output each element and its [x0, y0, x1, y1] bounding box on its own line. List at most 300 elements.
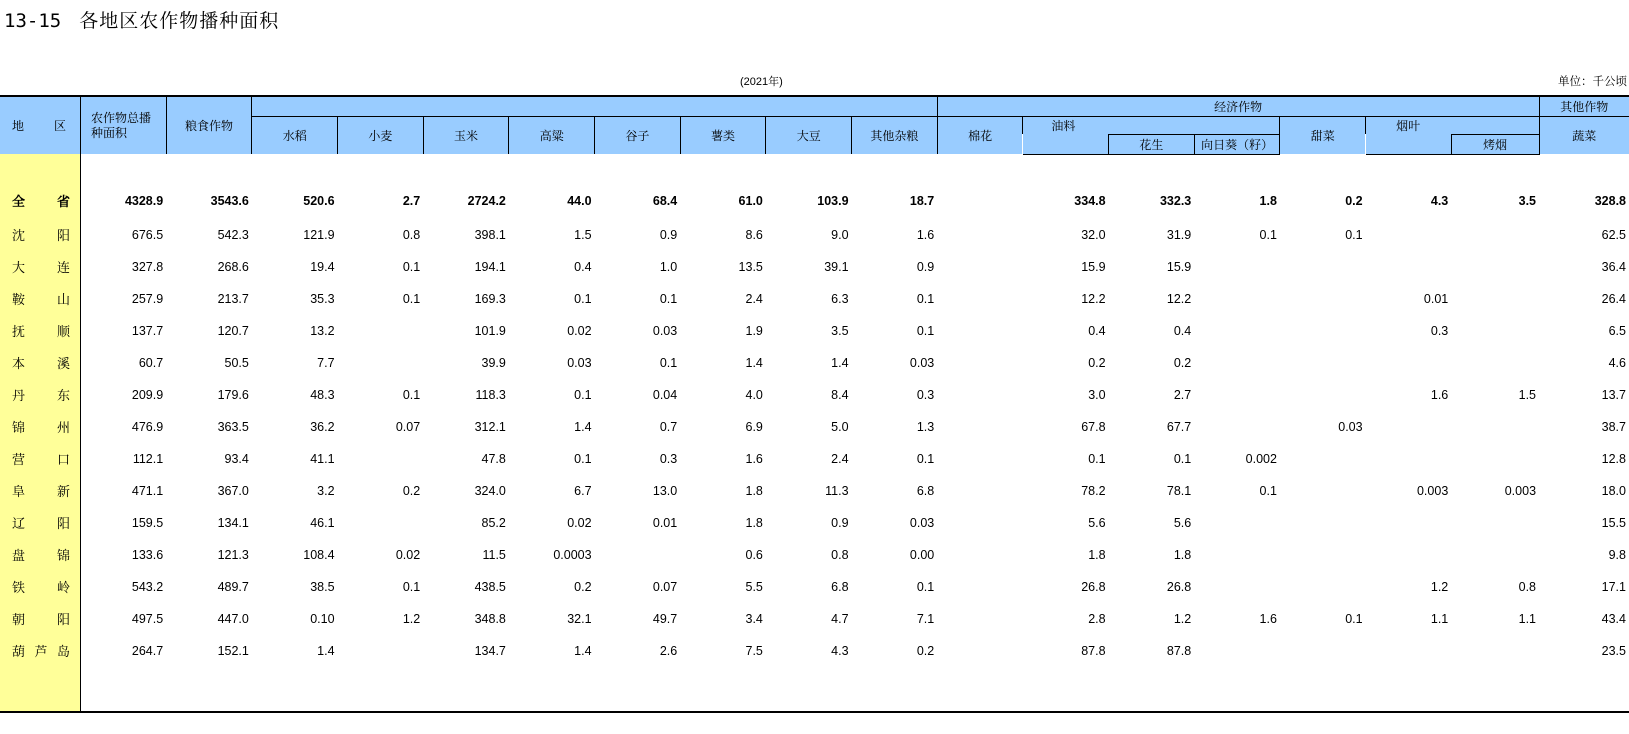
header-grain-spacer [252, 96, 937, 116]
value-cell: 7.1 [916, 611, 935, 626]
value-cell [1366, 219, 1452, 251]
value-cell [937, 315, 1023, 347]
header-tubers: 薯类 [680, 116, 766, 154]
value-cell: 61.0 [738, 193, 763, 208]
value-cell: 19.4 [310, 259, 335, 274]
value-cell [1194, 539, 1280, 571]
value-cell: 348.8 [474, 611, 506, 626]
value-cell: 3.5 [831, 323, 849, 338]
value-cell: 3.2 [317, 483, 335, 498]
header-millet: 谷子 [595, 116, 681, 154]
region-cell: 朝阳 [0, 603, 81, 635]
value-cell: 6.8 [916, 483, 935, 498]
value-cell [1366, 507, 1452, 539]
table-row [0, 347, 1629, 379]
value-cell [937, 283, 1023, 315]
value-cell: 476.9 [131, 419, 164, 434]
value-cell: 152.1 [217, 643, 249, 658]
value-cell: 0.01 [1423, 291, 1449, 306]
table-row [0, 251, 1629, 283]
value-cell: 0.4 [1173, 323, 1192, 338]
page-title [4, 6, 279, 33]
value-cell: 5.5 [745, 579, 763, 594]
value-cell: 264.7 [131, 643, 164, 658]
value-cell: 7.5 [745, 643, 763, 658]
value-cell: 0.1 [402, 291, 421, 306]
value-cell [1451, 411, 1539, 443]
value-cell: 1.3 [916, 419, 935, 434]
value-cell: 2.7 [402, 193, 421, 208]
value-cell [937, 571, 1023, 603]
value-cell [1194, 315, 1280, 347]
value-cell: 0.03 [652, 323, 678, 338]
value-cell: 41.1 [310, 451, 335, 466]
header-other: 其他作物 [1539, 96, 1629, 116]
header-soybean: 大豆 [766, 116, 852, 154]
table-row [0, 219, 1629, 251]
header-economic: 经济作物 [937, 96, 1539, 116]
value-cell: 0.1 [402, 259, 421, 274]
table-row-total [0, 183, 1629, 219]
value-cell: 47.8 [481, 451, 506, 466]
value-cell: 6.9 [745, 419, 763, 434]
value-cell: 1.8 [745, 515, 763, 530]
value-cell [338, 635, 424, 667]
value-cell: 0.01 [652, 515, 678, 530]
value-cell: 438.5 [474, 579, 506, 594]
value-cell: 5.6 [1173, 515, 1192, 530]
region-cell: 丹东 [0, 379, 81, 411]
value-cell [1194, 283, 1280, 315]
value-cell [1366, 251, 1452, 283]
value-cell [1194, 251, 1280, 283]
value-cell: 121.3 [217, 547, 249, 562]
value-cell: 3.0 [1088, 387, 1106, 402]
value-cell: 35.3 [310, 291, 335, 306]
value-cell [1280, 635, 1366, 667]
value-cell: 542.3 [217, 227, 249, 242]
value-cell: 0.1 [659, 355, 678, 370]
value-cell: 12.2 [1166, 291, 1192, 306]
region-cell: 大连 [0, 251, 81, 283]
region-cell: 辽阳 [0, 507, 81, 539]
region-cell: 全省 [0, 183, 81, 219]
value-cell [1194, 379, 1280, 411]
value-cell: 1.1 [1518, 611, 1537, 626]
crop-area-table [0, 95, 1629, 713]
value-cell: 328.8 [1594, 193, 1626, 208]
header-cotton: 棉花 [937, 116, 1023, 154]
header-region: 地 区 [0, 96, 81, 154]
region-cell: 抚顺 [0, 315, 81, 347]
header-wheat: 小麦 [338, 116, 424, 154]
value-cell: 2724.2 [467, 193, 506, 208]
value-cell: 0.2 [916, 643, 935, 658]
value-cell: 3.4 [745, 611, 763, 626]
value-cell: 0.07 [395, 419, 421, 434]
value-cell: 1.2 [1430, 579, 1449, 594]
value-cell: 38.5 [310, 579, 335, 594]
value-cell: 5.6 [1088, 515, 1106, 530]
region-cell: 锦州 [0, 411, 81, 443]
value-cell: 108.4 [303, 547, 335, 562]
value-cell: 1.4 [574, 419, 592, 434]
header-sunflower: 向日葵（籽） [1194, 134, 1280, 154]
table-row [0, 539, 1629, 571]
value-cell: 268.6 [217, 259, 249, 274]
value-cell: 520.6 [303, 193, 335, 208]
value-cell [937, 183, 1023, 219]
value-cell: 44.0 [567, 193, 592, 208]
value-cell: 50.5 [224, 355, 249, 370]
region-cell: 营口 [0, 443, 81, 475]
value-cell: 26.4 [1601, 291, 1626, 306]
value-cell: 363.5 [217, 419, 249, 434]
value-cell: 1.6 [745, 451, 763, 466]
value-cell [937, 379, 1023, 411]
value-cell: 179.6 [217, 387, 249, 402]
value-cell: 4.7 [831, 611, 849, 626]
value-cell: 101.9 [474, 323, 506, 338]
value-cell: 1.9 [745, 323, 763, 338]
value-cell: 676.5 [131, 227, 164, 242]
value-cell: 0.03 [909, 355, 935, 370]
value-cell: 39.1 [824, 259, 849, 274]
value-cell: 48.3 [310, 387, 335, 402]
table-row [0, 475, 1629, 507]
value-cell: 0.4 [574, 259, 592, 274]
value-cell: 2.4 [831, 451, 849, 466]
value-cell: 0.02 [395, 547, 421, 562]
value-cell: 0.9 [659, 227, 678, 242]
value-cell: 17.1 [1601, 579, 1626, 594]
value-cell: 38.7 [1601, 419, 1626, 434]
value-cell: 1.4 [574, 643, 592, 658]
region-cell: 鞍山 [0, 283, 81, 315]
value-cell [1366, 347, 1452, 379]
value-cell [1366, 539, 1452, 571]
value-cell: 9.8 [1608, 547, 1626, 562]
value-cell [937, 347, 1023, 379]
value-cell: 6.3 [831, 291, 849, 306]
value-cell: 0.8 [402, 227, 421, 242]
region-cell: 铁岭 [0, 571, 81, 603]
value-cell: 3.5 [1518, 193, 1537, 208]
value-cell [1194, 347, 1280, 379]
value-cell [1194, 507, 1280, 539]
value-cell: 7.7 [317, 355, 335, 370]
value-cell: 23.5 [1601, 643, 1626, 658]
value-cell: 0.1 [1259, 483, 1277, 498]
value-cell: 62.5 [1601, 227, 1626, 242]
value-cell: 497.5 [131, 611, 164, 626]
value-cell: 2.6 [659, 643, 678, 658]
value-cell [1194, 571, 1280, 603]
value-cell: 398.1 [474, 227, 506, 242]
value-cell: 93.4 [224, 451, 249, 466]
value-cell: 13.7 [1601, 387, 1626, 402]
value-cell: 4.6 [1608, 355, 1626, 370]
value-cell [937, 507, 1023, 539]
header-total-area: 农作物总播种面积 [81, 96, 167, 154]
value-cell: 0.1 [916, 291, 935, 306]
value-cell: 169.3 [474, 291, 506, 306]
value-cell: 2.4 [745, 291, 763, 306]
value-cell [1451, 507, 1539, 539]
value-cell: 0.8 [1518, 579, 1537, 594]
value-cell: 1.1 [1430, 611, 1449, 626]
table-row [0, 635, 1629, 667]
value-cell: 6.8 [831, 579, 849, 594]
value-cell: 39.9 [481, 355, 506, 370]
value-cell [1451, 283, 1539, 315]
value-cell: 0.03 [909, 515, 935, 530]
value-cell: 2.8 [1088, 611, 1106, 626]
value-cell: 5.0 [831, 419, 849, 434]
value-cell: 0.2 [402, 483, 421, 498]
header-flue-tobacco: 烤烟 [1451, 134, 1539, 154]
value-cell [595, 539, 681, 571]
value-cell [1451, 539, 1539, 571]
value-cell: 0.6 [745, 547, 763, 562]
value-cell: 257.9 [131, 291, 164, 306]
value-cell: 8.4 [831, 387, 849, 402]
value-cell [1366, 443, 1452, 475]
value-cell: 489.7 [217, 579, 249, 594]
value-cell: 15.9 [1081, 259, 1106, 274]
value-cell: 4.3 [1430, 193, 1449, 208]
table-row [0, 507, 1629, 539]
value-cell: 15.5 [1601, 515, 1626, 530]
value-cell: 4328.9 [124, 193, 164, 208]
value-cell: 1.4 [745, 355, 763, 370]
value-cell: 0.1 [1088, 451, 1106, 466]
table-end-row [0, 667, 1629, 712]
value-cell [1194, 635, 1280, 667]
value-cell: 49.7 [652, 611, 678, 626]
value-cell: 112.1 [132, 451, 164, 466]
value-cell: 78.1 [1166, 483, 1192, 498]
value-cell: 367.0 [217, 483, 249, 498]
header-peanut: 花生 [1109, 134, 1195, 154]
region-cell: 沈阳 [0, 219, 81, 251]
value-cell: 11.3 [825, 483, 849, 498]
value-cell: 471.1 [131, 483, 164, 498]
value-cell: 0.1 [1345, 611, 1363, 626]
value-cell [1280, 283, 1366, 315]
header-corn: 玉米 [423, 116, 509, 154]
value-cell [1194, 411, 1280, 443]
value-cell [338, 443, 424, 475]
value-cell: 9.0 [831, 227, 849, 242]
value-cell: 0.002 [1245, 451, 1277, 466]
table-row [0, 443, 1629, 475]
value-cell: 67.7 [1166, 419, 1192, 434]
value-cell: 332.3 [1159, 193, 1192, 208]
value-cell [937, 603, 1023, 635]
value-cell: 31.9 [1166, 227, 1192, 242]
value-cell: 1.4 [831, 355, 849, 370]
value-cell: 0.1 [402, 579, 421, 594]
value-cell: 36.2 [310, 419, 335, 434]
value-cell [1451, 251, 1539, 283]
value-cell [937, 251, 1023, 283]
value-cell: 0.03 [567, 355, 592, 370]
value-cell: 26.8 [1081, 579, 1106, 594]
value-cell [1451, 347, 1539, 379]
value-cell: 2.7 [1173, 387, 1192, 402]
value-cell: 26.8 [1166, 579, 1192, 594]
value-cell [937, 635, 1023, 667]
value-cell: 0.1 [916, 323, 935, 338]
value-cell [338, 315, 424, 347]
value-cell: 121.9 [303, 227, 335, 242]
value-cell: 0.003 [1416, 483, 1449, 498]
value-cell: 4.3 [831, 643, 849, 658]
value-cell: 0.4 [1088, 323, 1106, 338]
value-cell: 67.8 [1081, 419, 1106, 434]
value-cell [1280, 251, 1366, 283]
value-cell: 32.0 [1081, 227, 1106, 242]
value-cell: 0.1 [574, 291, 592, 306]
value-cell: 68.4 [652, 193, 678, 208]
value-cell [1280, 379, 1366, 411]
value-cell: 3543.6 [210, 193, 249, 208]
value-cell: 1.4 [317, 643, 335, 658]
value-cell: 36.4 [1601, 259, 1626, 274]
value-cell: 447.0 [217, 611, 249, 626]
value-cell: 134.7 [474, 643, 506, 658]
value-cell [937, 219, 1023, 251]
value-cell: 0.2 [1345, 193, 1363, 208]
value-cell: 18.7 [909, 193, 935, 208]
value-cell: 0.2 [1088, 355, 1106, 370]
value-cell [937, 443, 1023, 475]
value-cell: 133.6 [131, 547, 164, 562]
value-cell: 0.02 [567, 515, 592, 530]
value-cell: 1.6 [1259, 611, 1277, 626]
table-row [0, 379, 1629, 411]
table-row [0, 411, 1629, 443]
value-cell: 0.7 [659, 419, 678, 434]
value-cell: 87.8 [1166, 643, 1192, 658]
table-row [0, 571, 1629, 603]
value-cell: 134.1 [217, 515, 249, 530]
value-cell: 8.6 [745, 227, 763, 242]
value-cell: 13.5 [738, 259, 763, 274]
value-cell: 13.0 [652, 483, 678, 498]
value-cell: 0.2 [574, 579, 592, 594]
value-cell: 0.9 [916, 259, 935, 274]
value-cell: 60.7 [138, 355, 164, 370]
value-cell: 18.0 [1601, 483, 1626, 498]
value-cell: 103.9 [817, 193, 849, 208]
value-cell [937, 539, 1023, 571]
region-cell: 本溪 [0, 347, 81, 379]
value-cell [1366, 411, 1452, 443]
value-cell: 0.04 [652, 387, 678, 402]
table-title: 各地区农作物播种面积 [79, 10, 280, 32]
value-cell: 12.8 [1601, 451, 1626, 466]
header-sorghum: 高粱 [509, 116, 595, 154]
value-cell: 0.9 [831, 515, 849, 530]
header-grain: 粮食作物 [166, 96, 252, 154]
unit-label: 单位：千公顷 [1558, 74, 1627, 88]
value-cell: 0.3 [916, 387, 935, 402]
value-cell: 209.9 [131, 387, 164, 402]
value-cell [1280, 475, 1366, 507]
value-cell [1280, 347, 1366, 379]
value-cell: 0.3 [659, 451, 678, 466]
value-cell: 1.8 [1173, 547, 1192, 562]
value-cell: 46.1 [310, 515, 335, 530]
value-cell: 543.2 [131, 579, 164, 594]
table-row [0, 315, 1629, 347]
value-cell: 0.1 [574, 387, 592, 402]
value-cell: 85.2 [481, 515, 506, 530]
value-cell: 1.8 [1259, 193, 1277, 208]
value-cell: 13.2 [310, 323, 335, 338]
header-vegetables: 蔬菜 [1539, 116, 1629, 154]
value-cell: 0.00 [909, 547, 935, 562]
value-cell: 12.2 [1081, 291, 1106, 306]
value-cell: 4.0 [745, 387, 763, 402]
table-spacer-row [0, 154, 1629, 183]
value-cell [338, 347, 424, 379]
table-row [0, 603, 1629, 635]
value-cell: 0.1 [574, 451, 592, 466]
value-cell: 0.1 [916, 451, 935, 466]
year-label: (2021年) [740, 76, 783, 88]
value-cell: 0.8 [831, 547, 849, 562]
value-cell: 78.2 [1081, 483, 1106, 498]
header-tobacco-spacer [1366, 134, 1452, 154]
value-cell: 0.1 [1345, 227, 1363, 242]
region-cell: 阜新 [0, 475, 81, 507]
value-cell [1451, 635, 1539, 667]
value-cell [1280, 315, 1366, 347]
value-cell: 0.0003 [553, 547, 592, 562]
value-cell: 1.5 [1518, 387, 1537, 402]
value-cell: 0.3 [1430, 323, 1449, 338]
value-cell: 0.2 [1173, 355, 1192, 370]
region-cell: 盘锦 [0, 539, 81, 571]
value-cell: 327.8 [131, 259, 164, 274]
value-cell: 1.6 [1430, 387, 1449, 402]
value-cell: 0.1 [402, 387, 421, 402]
header-sugarbeet: 甜菜 [1280, 116, 1366, 154]
value-cell: 334.8 [1074, 193, 1106, 208]
header-tobacco: 烟叶 [1366, 116, 1539, 134]
value-cell: 1.2 [1173, 611, 1192, 626]
value-cell: 6.7 [574, 483, 592, 498]
header-oilseed: 油料 [1023, 116, 1280, 134]
value-cell: 43.4 [1601, 611, 1626, 626]
value-cell: 194.1 [474, 259, 506, 274]
value-cell: 1.0 [659, 259, 678, 274]
value-cell: 120.7 [217, 323, 249, 338]
value-cell [1280, 571, 1366, 603]
value-cell: 213.7 [217, 291, 249, 306]
region-cell [0, 154, 81, 183]
value-cell: 0.03 [1338, 419, 1363, 434]
value-cell: 324.0 [474, 483, 506, 498]
value-cell: 0.1 [1173, 451, 1192, 466]
value-cell: 0.1 [916, 579, 935, 594]
header-other-grain: 其他杂粮 [852, 116, 938, 154]
value-cell: 137.7 [131, 323, 164, 338]
value-cell [1366, 635, 1452, 667]
